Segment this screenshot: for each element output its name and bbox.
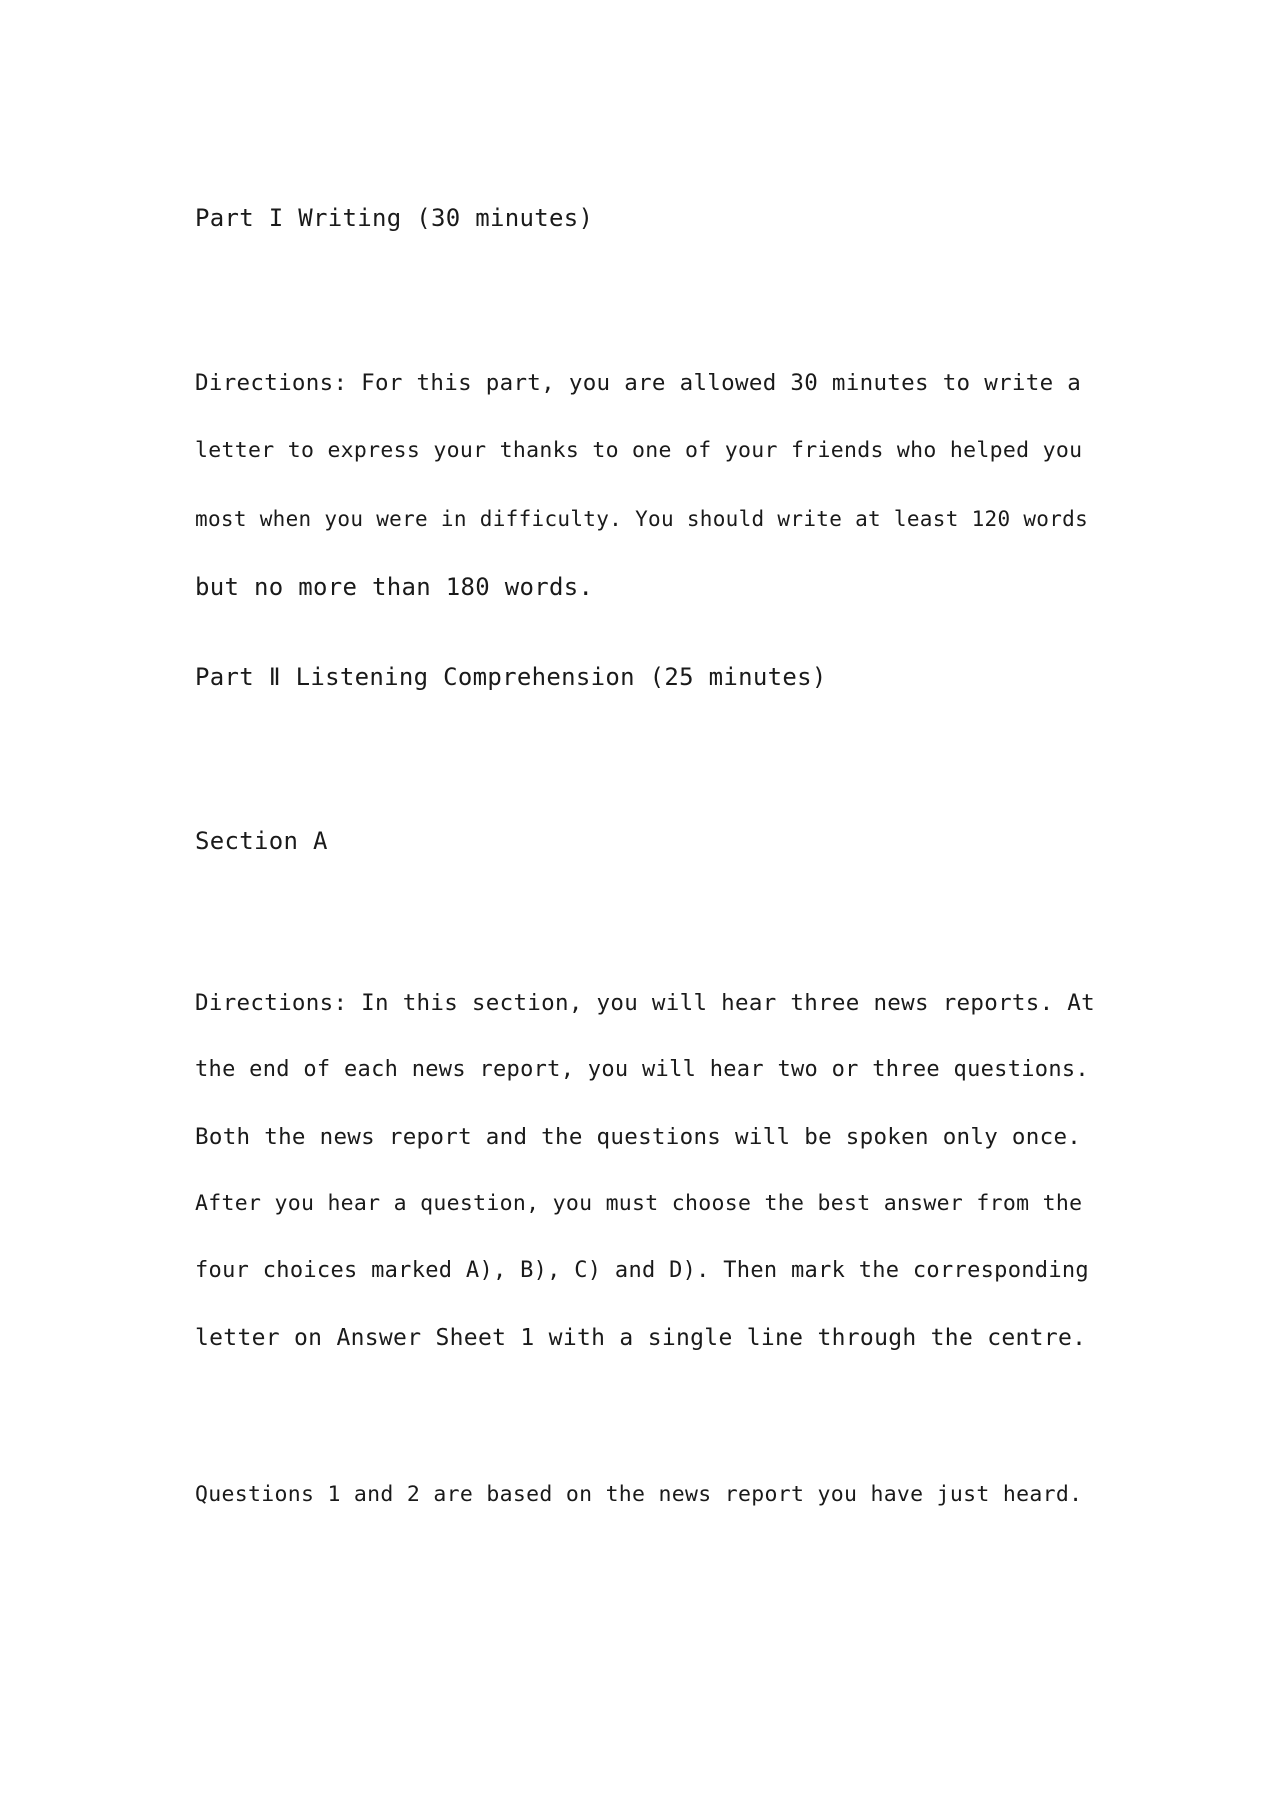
section-a-heading: Section A [195, 827, 328, 855]
part2-heading: Part Ⅱ Listening Comprehension (25 minutes) [195, 663, 827, 691]
part1-directions-line-2: letter to express your thanks to one of your friends who helped you [195, 438, 1083, 463]
section-a-directions-line-1: Directions: In this section, you will hear three news reports. At [195, 990, 1095, 1016]
questions-intro: Questions 1 and 2 are based on the news report you have just heard. [195, 1482, 1083, 1507]
section-a-directions-line-3: Both the news report and the questions will be spoken only once. [195, 1124, 1082, 1150]
section-a-directions-line-5: four choices marked A), B), C) and D). Then mark the corresponding [195, 1258, 1089, 1283]
section-a-directions-line-6: letter on Answer Sheet 1 with a single line through the centre. [195, 1325, 1087, 1351]
section-a-directions-line-2: the end of each news report, you will hear two or three questions. [195, 1057, 1089, 1082]
part1-directions-line-4: but no more than 180 words. [195, 573, 594, 601]
section-a-directions-line-4: After you hear a question, you must choose the best answer from the [195, 1191, 1083, 1216]
part1-directions-line-1: Directions: For this part, you are allowed 30 minutes to write a [195, 370, 1082, 396]
part1-heading: Part I Writing (30 minutes) [195, 204, 594, 232]
part1-directions-line-3: most when you were in difficulty. You should write at least 120 words [195, 507, 1089, 531]
